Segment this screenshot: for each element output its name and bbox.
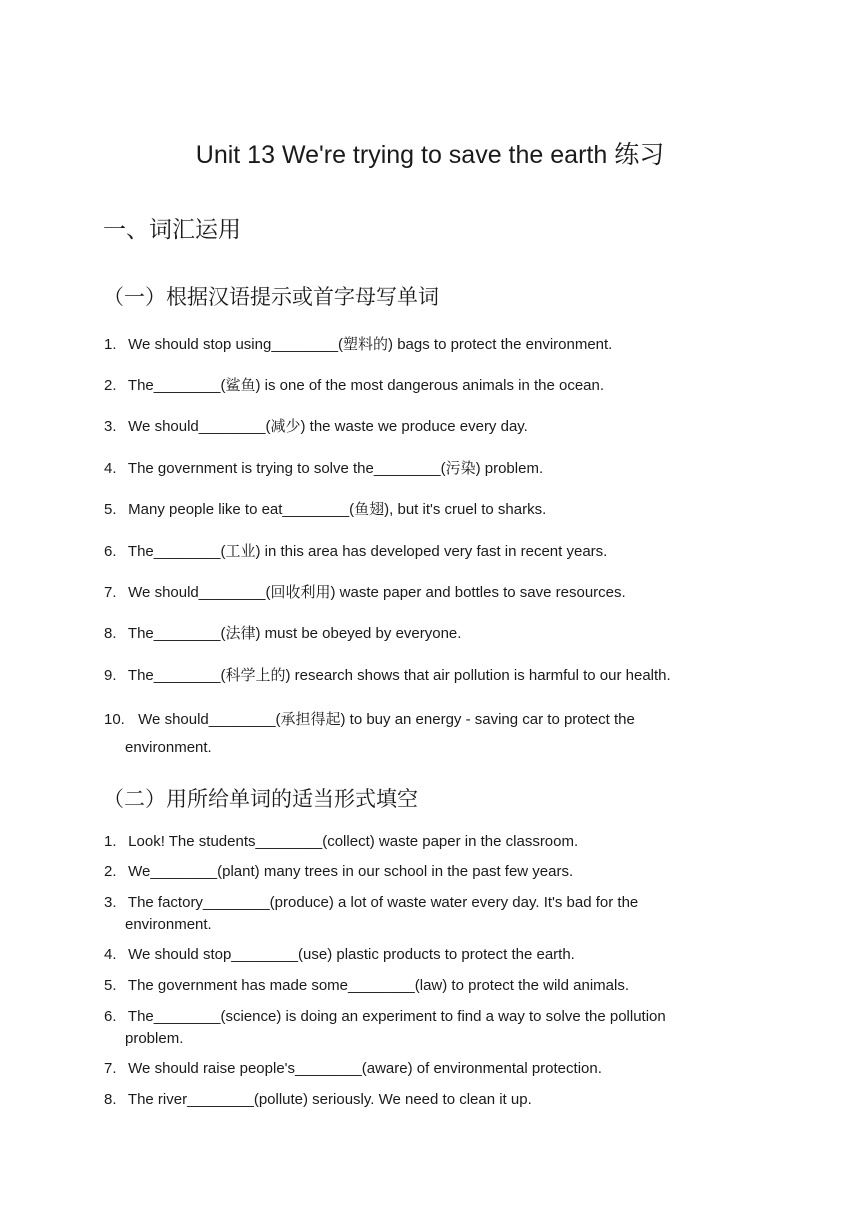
- item-text-continuation: environment.: [125, 739, 212, 756]
- list-item: [104, 975, 714, 997]
- list-item: [104, 375, 714, 397]
- item-number: 1.: [104, 336, 117, 353]
- list-item: [104, 944, 714, 966]
- item-number: 1.: [104, 833, 117, 850]
- item-text: Many people like to eat________(鱼翅), but it's cruel to sharks.: [128, 501, 547, 518]
- item-number: 4.: [104, 460, 117, 477]
- list-item: [104, 623, 714, 645]
- item-text: The________(科学上的) research shows that air pollution is harmful to our health.: [127, 667, 671, 684]
- item-text: Look! The students________(collect) waste paper in the classroom.: [128, 833, 579, 850]
- page-title: Unit 13 We're trying to save the earth 练习: [195, 141, 665, 169]
- item-text: The river________(pollute) seriously. We need to clean it up.: [127, 1091, 532, 1108]
- section-heading: 一、词汇运用: [103, 216, 241, 242]
- item-text: We________(plant) many trees in our school in the past few years.: [128, 863, 574, 880]
- item-number: 4.: [104, 946, 117, 963]
- list-item: [104, 706, 714, 762]
- item-text: We should________(承担得起) to buy an energy - saving car to protect the: [138, 711, 635, 728]
- item-text: We should stop________(use) plastic products to protect the earth.: [128, 946, 575, 963]
- item-number: 7.: [104, 584, 117, 601]
- item-number: 2.: [104, 377, 117, 394]
- item-number: 6.: [104, 1008, 117, 1025]
- item-text: We should________(减少) the waste we produce every day.: [128, 418, 528, 435]
- list-item: [104, 499, 714, 521]
- list-item: [104, 1006, 714, 1050]
- item-text: The government is trying to solve the________(污染) problem.: [127, 460, 544, 477]
- list-item: [104, 582, 714, 604]
- list-item: [104, 458, 714, 480]
- item-number: 8.: [104, 1091, 117, 1108]
- item-number: 9.: [104, 667, 117, 684]
- item-text: The factory________(produce) a lot of waste water every day. It's bad for the: [127, 894, 639, 911]
- item-number: 3.: [104, 894, 117, 911]
- item-text: The________(鲨鱼) is one of the most dangerous animals in the ocean.: [127, 377, 605, 394]
- item-text: The________(science) is doing an experiment to find a way to solve the pollution: [127, 1008, 666, 1025]
- item-number: 3.: [104, 418, 117, 435]
- list-item: [104, 831, 714, 853]
- item-number: 5.: [104, 501, 117, 518]
- part-b-heading: （二）用所给单词的适当形式填空: [103, 788, 418, 811]
- list-item: [104, 416, 714, 438]
- item-text-continuation: environment.: [125, 916, 212, 933]
- item-text: We should stop using________(塑料的) bags to protect the environment.: [128, 336, 613, 353]
- list-item: [104, 541, 714, 563]
- list-item: [104, 334, 714, 356]
- item-text: The________(工业) in this area has developed very fast in recent years.: [127, 543, 608, 560]
- list-item: [104, 892, 714, 936]
- item-text: We should________(回收利用) waste paper and bottles to save resources.: [128, 584, 626, 601]
- list-item: [104, 861, 714, 883]
- item-text: The government has made some________(law) to protect the wild animals.: [127, 977, 630, 994]
- item-number: 7.: [104, 1060, 117, 1077]
- item-text: We should raise people's________(aware) of environmental protection.: [128, 1060, 602, 1077]
- list-item: [104, 1058, 714, 1080]
- item-number: 10.: [104, 711, 125, 728]
- list-item: [104, 665, 714, 687]
- item-number: 6.: [104, 543, 117, 560]
- list-item: [104, 1089, 714, 1111]
- item-text-continuation: problem.: [125, 1030, 184, 1047]
- item-number: 8.: [104, 625, 117, 642]
- part-a-heading: （一）根据汉语提示或首字母写单词: [103, 286, 439, 309]
- item-number: 2.: [104, 863, 117, 880]
- item-text: The________(法律) must be obeyed by everyone.: [127, 625, 462, 642]
- item-number: 5.: [104, 977, 117, 994]
